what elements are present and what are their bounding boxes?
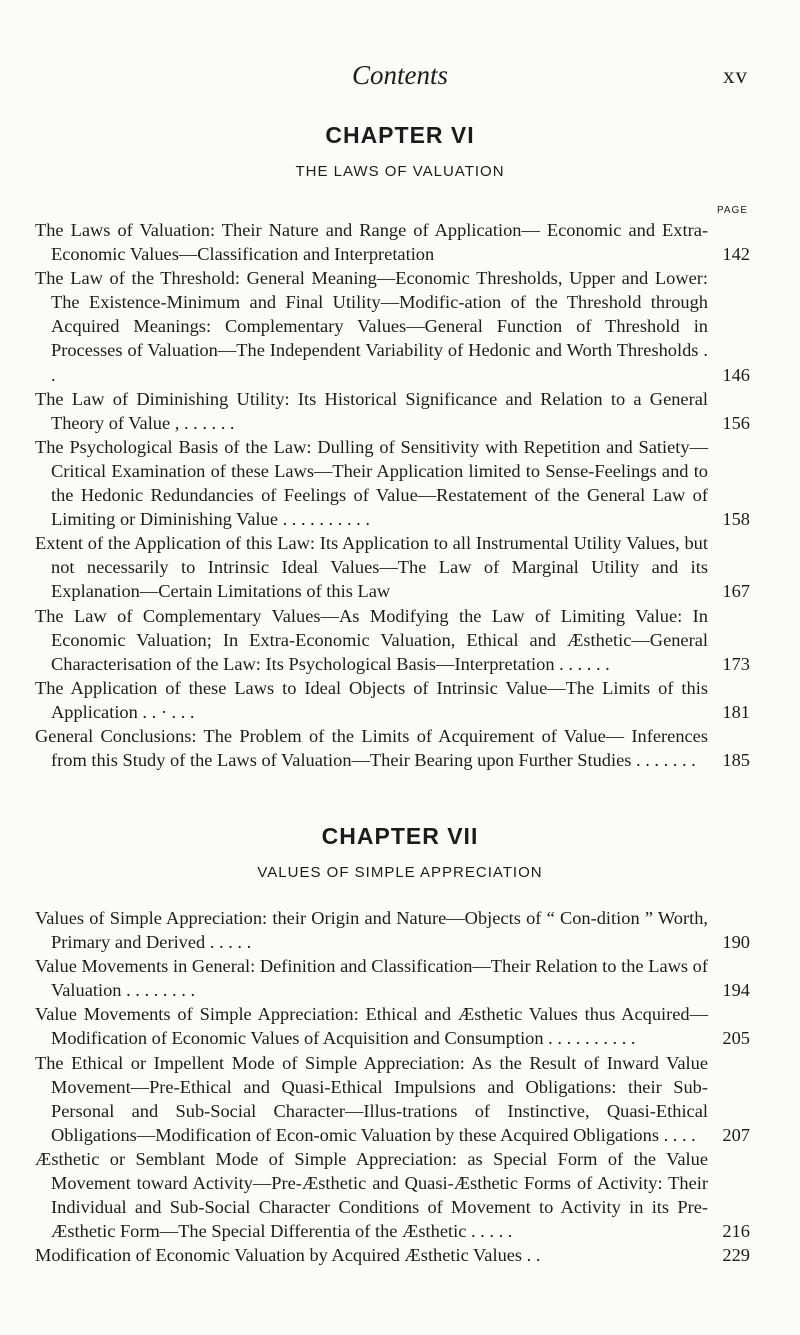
entry-page: 167	[722, 581, 750, 602]
entry-page: 146	[722, 364, 750, 385]
chapter-subtitle: VALUES OF SIMPLE APPRECIATION	[257, 864, 543, 881]
entry-text: Modification of Economic Valuation by Acquired Æsthetic Values . .	[35, 1245, 541, 1266]
chapter-vii	[0, 823, 800, 881]
chapter-subtitle: THE LAWS OF VALUATION	[295, 163, 505, 180]
toc-entry[interactable]	[35, 266, 750, 386]
entry-page: 205	[722, 1028, 750, 1049]
entry-page: 142	[722, 244, 750, 265]
entry-page: 156	[722, 412, 750, 433]
entry-text: The Law of Complementary Values—As Modifying the Law of Limiting Value: In Economic Valuation; In Extra-Economic Valuation, Ethical and Æsthetic—General Characterisation of the Law: Its Psychological Basis—Interpretation . . . . . .	[35, 605, 708, 674]
entry-page: 194	[722, 980, 750, 1001]
running-head: Contents	[351, 60, 448, 90]
toc-entry[interactable]	[35, 387, 750, 435]
entry-page: 181	[722, 701, 750, 722]
entry-text: The Laws of Valuation: Their Nature and Range of Application— Economic and Extra-Economic Values—Classification and Interpretation	[35, 220, 708, 265]
toc-entry[interactable]	[35, 604, 750, 676]
entry-text: Value Movements in General: Definition and Classification—Their Relation to the Laws of Valuation . . . . . . . .	[35, 956, 708, 1001]
toc-entry[interactable]	[35, 676, 750, 724]
chapter-vi-entries	[35, 218, 750, 772]
entry-text: The Application of these Laws to Ideal Objects of Intrinsic Value—The Limits of this Application . . · . . .	[35, 677, 708, 722]
toc-entry[interactable]	[35, 954, 750, 1002]
entry-text: The Ethical or Impellent Mode of Simple Appreciation: As the Result of Inward Value Movement—Pre-Ethical and Quasi-Ethical Impulsions and Obligations: their Sub-Personal and Sub-Social Character—Illus-trations of Instinctive, Quasi-Ethical Obligations—Modification of Econ-omic Valuation by these Acquired Obligations . . . .	[35, 1052, 708, 1145]
entry-page: 229	[722, 1245, 750, 1266]
toc-entry[interactable]	[35, 1243, 750, 1267]
entry-text: Values of Simple Appreciation: their Origin and Nature—Objects of “ Con-dition ” Worth, Primary and Derived . . . . .	[35, 908, 708, 953]
entry-text: The Psychological Basis of the Law: Dulling of Sensitivity with Repetition and Satiety—Critical Examination of these Laws—Their Application limited to Sense-Feelings and to the Hedonic Redundancies of Feelings of Value—Restatement of the General Law of Limiting or Diminishing Value . . . . . . . . . .	[35, 436, 708, 530]
entry-page: 185	[722, 750, 750, 771]
entry-text: Æsthetic or Semblant Mode of Simple Appreciation: as Special Form of the Value Movement toward Activity—Pre-Æsthetic and Quasi-Æsthetic Forms of Activity: Their Individual and Sub-Social Character Conditions of Movement to Activity in its Pre-Æsthetic Form—The Special Differentia of the Æsthetic . . . . .	[35, 1148, 708, 1242]
entry-page: 173	[722, 653, 750, 674]
entry-text: Extent of the Application of this Law: Its Application to all Instrumental Utility Values, but not necessarily to Intrinsic Ideal Values—The Law of Marginal Utility and its Explanation—Certain Limitations of this Law	[35, 533, 708, 602]
chapter-vii-entries	[35, 906, 750, 1267]
entry-text: General Conclusions: The Problem of the Limits of Acquirement of Value— Inferences from this Study of the Laws of Valuation—Their Bearing upon Further Studies . . . . . . .	[35, 725, 708, 771]
entry-text: Value Movements of Simple Appreciation: Ethical and Æsthetic Values thus Acquired—Modification of Economic Values of Acquisition and Consumption . . . . . . . . . .	[35, 1004, 708, 1049]
chapter-title: CHAPTER VI	[325, 122, 475, 148]
toc-entry[interactable]	[35, 1002, 750, 1050]
toc-entry[interactable]	[35, 531, 750, 603]
entry-page: 158	[722, 509, 750, 530]
entry-page: 207	[722, 1124, 750, 1145]
chapter-title: CHAPTER VII	[321, 823, 479, 849]
page-number: xv	[723, 63, 748, 88]
toc-entry[interactable]	[35, 906, 750, 954]
entry-text: The Law of Diminishing Utility: Its Historical Significance and Relation to a General Theory of Value , . . . . . .	[35, 388, 708, 433]
toc-entry[interactable]	[35, 218, 750, 266]
chapter-vi	[0, 122, 800, 180]
toc-entry[interactable]	[35, 1147, 750, 1243]
page-header	[0, 60, 800, 100]
toc-entry[interactable]	[35, 1051, 750, 1147]
page-column-label: PAGE	[716, 205, 748, 216]
toc-entry[interactable]	[35, 435, 750, 531]
toc-entry[interactable]	[35, 724, 750, 772]
entry-page: 216	[722, 1221, 750, 1242]
entry-page: 190	[722, 932, 750, 953]
entry-text: The Law of the Threshold: General Meaning—Economic Thresholds, Upper and Lower: The Existence-Minimum and Final Utility—Modific-ation of the Threshold through Acquired Meanings: Complementary Values—General Function of Threshold in Processes of Valuation—The Independent Variability of Hedonic and Worth Thresholds . .	[35, 268, 708, 385]
